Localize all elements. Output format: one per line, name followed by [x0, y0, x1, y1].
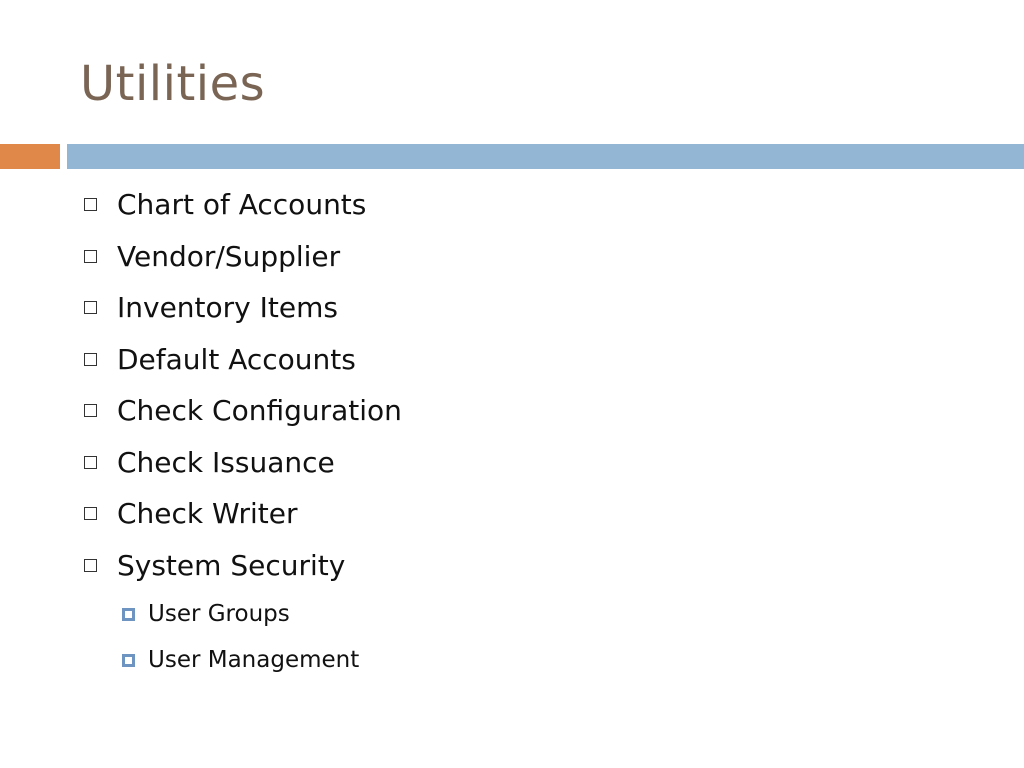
sub-list-item-label: User Groups [148, 601, 290, 627]
filled-square-bullet-icon [122, 608, 135, 621]
list-item-vendor-supplier [82, 231, 982, 283]
sub-list-item-user-management [122, 637, 982, 683]
square-bullet-icon [84, 353, 97, 366]
square-bullet-icon [84, 301, 97, 314]
square-bullet-icon [84, 507, 97, 520]
slide-title: Utilities [80, 56, 266, 112]
square-bullet-icon [84, 559, 97, 572]
bullet-list [82, 179, 982, 683]
list-item-label: Check Issuance [117, 445, 335, 479]
square-bullet-icon [84, 404, 97, 417]
sub-list-item-user-groups [122, 591, 982, 637]
list-item-inventory-items [82, 282, 982, 334]
sub-bullet-list [82, 591, 982, 683]
list-item-check-writer [82, 488, 982, 540]
square-bullet-icon [84, 456, 97, 469]
list-item-check-configuration [82, 385, 982, 437]
accent-bar-orange [0, 144, 60, 169]
list-item-system-security [82, 540, 982, 592]
list-item-label: System Security [117, 548, 346, 582]
list-item-label: Default Accounts [117, 342, 356, 376]
list-item-label: Inventory Items [117, 291, 338, 325]
list-item-default-accounts [82, 334, 982, 386]
square-bullet-icon [84, 250, 97, 263]
accent-bar-blue [67, 144, 1024, 169]
list-item-label: Chart of Accounts [117, 188, 367, 222]
list-item-check-issuance [82, 437, 982, 489]
filled-square-bullet-icon [122, 654, 135, 667]
list-item-label: Vendor/Supplier [117, 239, 341, 273]
square-bullet-icon [84, 198, 97, 211]
sub-list-item-label: User Management [148, 647, 360, 673]
list-item-label: Check Configuration [117, 394, 402, 428]
list-item-label: Check Writer [117, 497, 298, 531]
list-item-chart-of-accounts [82, 179, 982, 231]
